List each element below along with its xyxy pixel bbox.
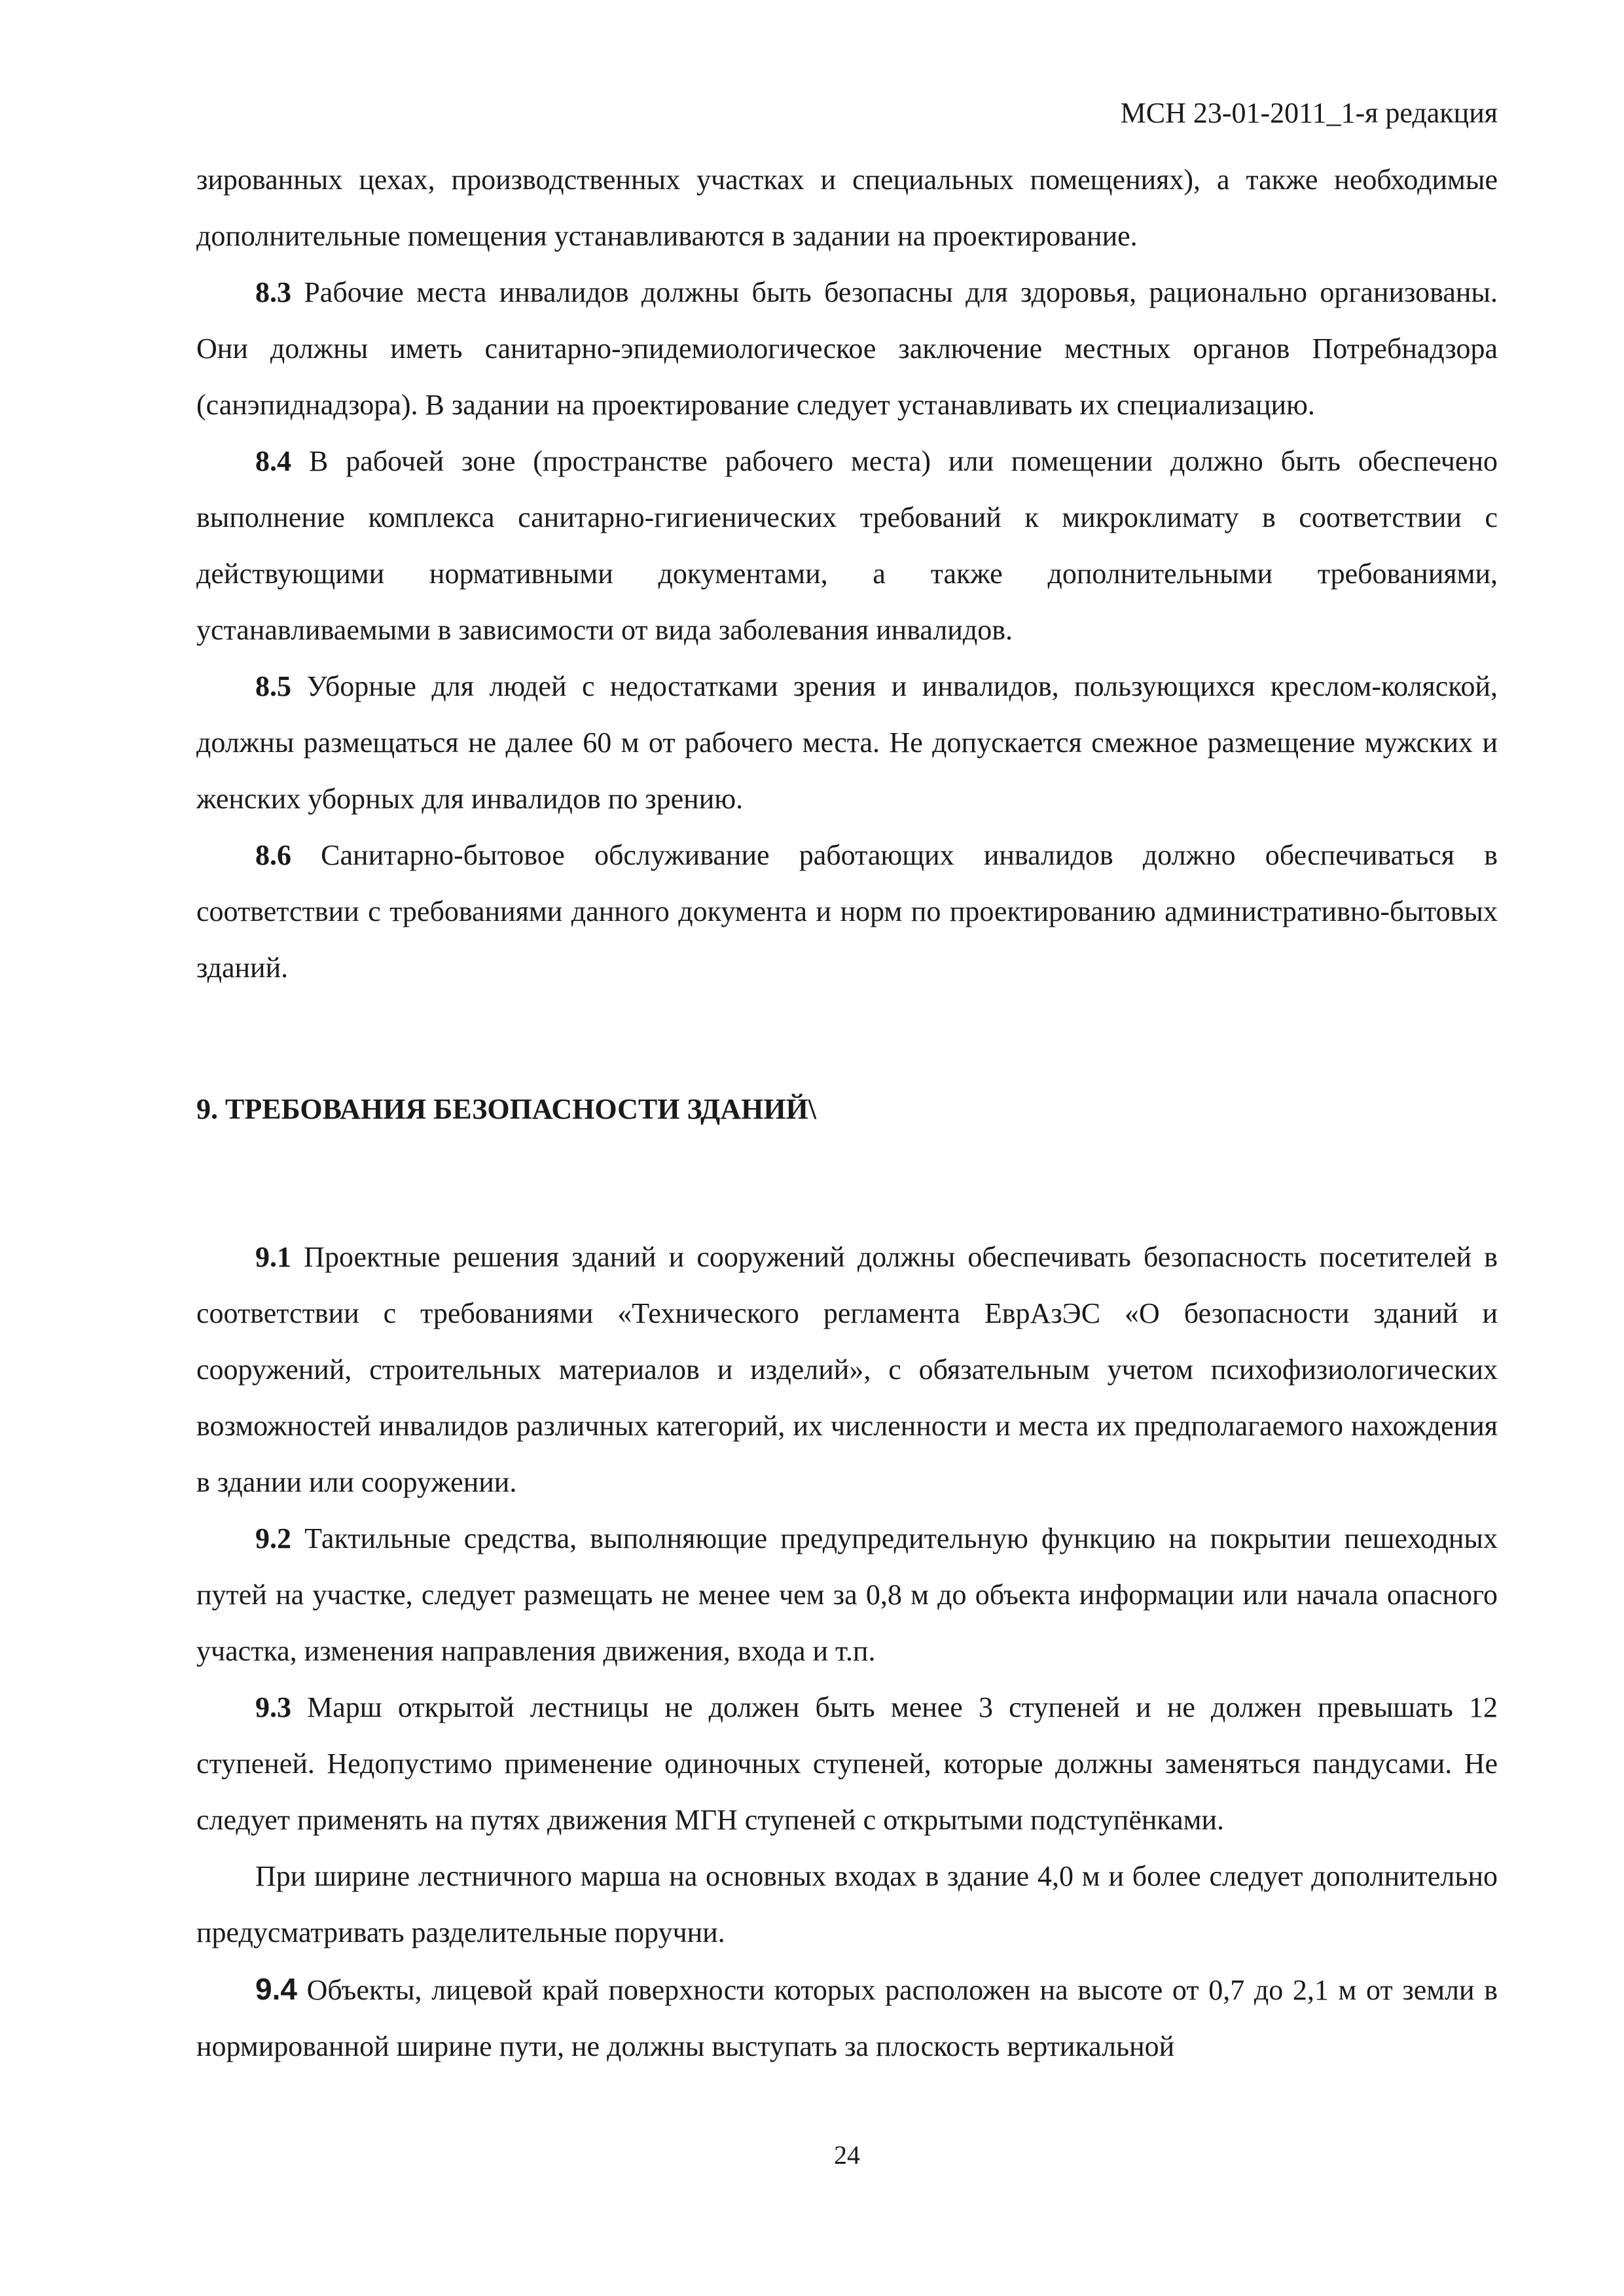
clause-8-4 [196, 433, 1498, 658]
page-number: 24 [834, 2140, 860, 2170]
clause-8-5 [196, 658, 1498, 827]
clause-text: Уборные для людей с недостатками зрения и инвалидов, пользующихся креслом-коляской, должны размещаться не далее 60 м от рабочего места. Не допускается смежное размещение мужских и женских уборных для инвалидов по зрению. [196, 670, 1498, 815]
clause-9-2 [196, 1511, 1498, 1679]
clause-number: 8.3 [255, 276, 291, 308]
clause-text: Рабочие места инвалидов должны быть безопасны для здоровья, рационально организованы. Они должны иметь санитарно-эпидемиологическое заключение местных органов Потребнадзора (санэпиднадзора). В задании на проектирование следует устанавливать их специализацию. [196, 276, 1498, 421]
clause-number: 9.2 [255, 1522, 291, 1554]
paragraph-text: При ширине лестничного марша на основных входах в здание 4,0 м и более следует дополнительно предусматривать разделительные поручни. [196, 1860, 1498, 1948]
document-body [196, 152, 1498, 2075]
clause-9-4 [196, 1961, 1498, 2075]
clause-number: 9.4 [255, 1972, 297, 2006]
clause-9-3 [196, 1679, 1498, 1848]
document-code-header: МСН 23-01-2011_1-я редакция [1120, 97, 1498, 129]
clause-text: Тактильные средства, выполняющие предупредительную функцию на покрытии пешеходных путей на участке, следует размещать не менее чем за 0,8 м до объекта информации или начала опасного участка, изменения направления движения, входа и т.п. [196, 1522, 1498, 1667]
clause-number: 9.3 [255, 1691, 291, 1723]
clause-number: 8.5 [255, 670, 291, 702]
clause-number: 8.4 [255, 445, 291, 477]
clause-text: Санитарно-бытовое обслуживание работающих инвалидов должно обеспечиваться в соответствии с требованиями данного документа и норм по проектированию административно-бытовых зданий. [196, 839, 1498, 984]
clause-text: Объекты, лицевой край поверхности которых расположен на высоте от 0,7 до 2,1 м от земли в нормированной ширине пути, не должны выступать за плоскость вертикальной [196, 1974, 1498, 2062]
clause-8-6 [196, 827, 1498, 996]
clause-text: Проектные решения зданий и сооружений должны обеспечивать безопасность посетителей в соответствии с требованиями «Технического регламента ЕврАзЭС «О безопасности зданий и сооружений, строительных материалов и изделий», с обязательным учетом психофизиологических возможностей инвалидов различных категорий, их численности и места их предполагаемого нахождения в здании или сооружении. [196, 1241, 1498, 1498]
clause-number: 9.1 [255, 1241, 291, 1273]
clause-number: 8.6 [255, 839, 291, 871]
section-9-title: 9. ТРЕБОВАНИЯ БЕЗОПАСНОСТИ ЗДАНИЙ\ [196, 1093, 816, 1125]
clause-text: В рабочей зоне (пространстве рабочего места) или помещении должно быть обеспечено выполнение комплекса санитарно-гигиенических требований к микроклимату в соответствии с действующими нормативными документами, а также дополнительными требованиями, устанавливаемыми в зависимости от вида заболевания инвалидов. [196, 445, 1498, 646]
document-page [196, 0, 1498, 2296]
clause-8-3 [196, 264, 1498, 433]
clause-9-1 [196, 1229, 1498, 1511]
paragraph-text: зированных цехах, производственных участках и специальных помещениях), а также необходимые дополнительные помещения устанавливаются в задании на проектирование. [196, 164, 1498, 252]
clause-text: Марш открытой лестницы не должен быть менее 3 ступеней и не должен превышать 12 ступеней. Недопустимо применение одиночных ступеней, которые должны заменяться пандусами. Не следует применять на путях движения МГН ступеней с открытыми подступёнками. [196, 1691, 1498, 1836]
paragraph-continuation [196, 152, 1498, 264]
clause-9-3-staircase-note [196, 1848, 1498, 1961]
